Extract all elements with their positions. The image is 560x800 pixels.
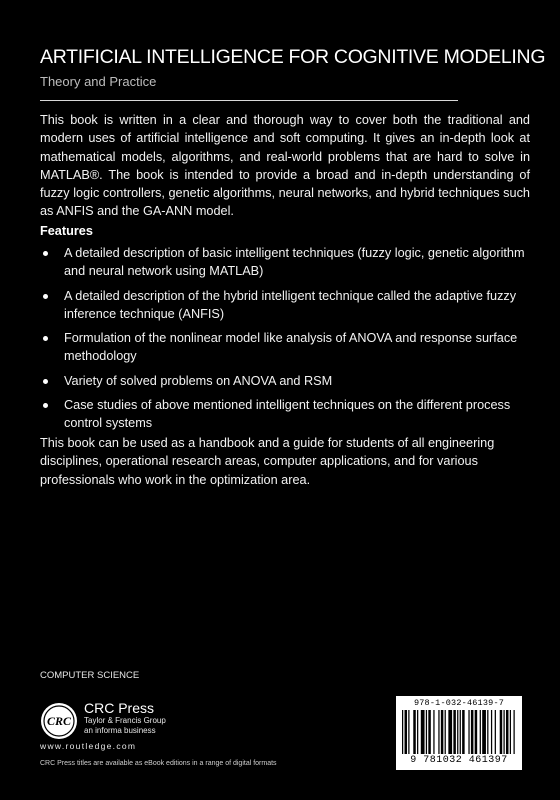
- barcode-bar: [426, 710, 427, 754]
- barcode-bar: [471, 710, 474, 754]
- barcode-bar: [453, 710, 456, 754]
- ebook-note: CRC Press titles are available as eBook editions in a range of digital formats: [40, 760, 277, 767]
- closing-paragraph: This book can be used as a handbook and a guide for students of all engineering disciplines, operational research areas, computer applications, and for various professionals who work in the optimization area.: [40, 436, 495, 487]
- barcode-bar: [457, 710, 458, 754]
- list-item: [40, 329, 530, 366]
- isbn-barcode: [396, 696, 522, 770]
- list-item: [40, 287, 530, 324]
- bullet-icon: [43, 251, 48, 256]
- publisher-business: an informa business: [84, 726, 156, 735]
- barcode-bar: [468, 710, 469, 754]
- book-title: ARTIFICIAL INTELLIGENCE FOR COGNITIVE MODELING: [40, 46, 546, 68]
- publisher-group: Taylor & Francis Group: [84, 716, 166, 725]
- barcode-bar: [445, 710, 446, 754]
- barcode-bar: [460, 710, 461, 754]
- book-subtitle: Theory and Practice: [40, 74, 157, 89]
- feature-text: Variety of solved problems on ANOVA and RSM: [64, 373, 333, 388]
- barcode-bar: [510, 710, 511, 754]
- barcode-bar: [480, 710, 481, 754]
- features-list: [40, 244, 530, 439]
- crc-logo-icon: [40, 702, 78, 740]
- barcode-bar: [441, 710, 444, 754]
- barcode-bar: [506, 710, 509, 754]
- barcode-bar: [500, 710, 503, 754]
- list-item: [40, 372, 530, 390]
- barcode-bar: [495, 710, 496, 754]
- barcode-bar: [475, 710, 478, 754]
- list-item: [40, 396, 530, 433]
- bullet-icon: [43, 379, 48, 384]
- barcode-bar: [433, 710, 434, 754]
- feature-text: A detailed description of basic intelligent techniques (fuzzy logic, genetic algorithm and neural network using MATLAB): [64, 246, 525, 279]
- subject-category: COMPUTER SCIENCE: [40, 670, 140, 681]
- feature-text: Case studies of above mentioned intelligent techniques on the different process control systems: [64, 398, 511, 431]
- barcode-bars: [402, 710, 516, 754]
- publisher-website[interactable]: www.routledge.com: [40, 741, 137, 751]
- list-item: [40, 244, 530, 281]
- publisher-block: [84, 700, 166, 736]
- bullet-icon: [43, 403, 48, 408]
- barcode-bar: [482, 710, 486, 754]
- barcode-bar: [438, 710, 439, 754]
- barcode-bar: [491, 710, 492, 754]
- barcode-bar: [513, 710, 514, 754]
- divider: [40, 100, 458, 101]
- svg-text:CRC: CRC: [46, 714, 72, 728]
- barcode-bar: [487, 710, 488, 754]
- barcode-bar: [503, 710, 504, 754]
- feature-text: Formulation of the nonlinear model like analysis of ANOVA and response surface methodology: [64, 331, 518, 364]
- features-heading: Features: [40, 224, 93, 238]
- barcode-bar: [448, 710, 452, 754]
- ean-number: 9 781032 461397: [410, 755, 508, 766]
- bullet-icon: [43, 336, 48, 341]
- barcode-bar: [417, 710, 418, 754]
- barcode-bar: [428, 710, 431, 754]
- barcode-bar: [421, 710, 425, 754]
- feature-text: A detailed description of the hybrid intelligent technique called the adaptive fuzzy inference technique (ANFIS): [64, 288, 517, 321]
- intro-paragraph: This book is written in a clear and thorough way to cover both the traditional and modern uses of artificial intelligence and soft computing. It gives an in-depth look at mathematical models, algorithms, and real-world problems that are hard to solve in MATLAB®. The book is intended to provide a broad and in-depth understanding of fuzzy logic controllers, genetic algorithms, neural networks, and hybrid techniques such as ANFIS and the GA-ANN model.: [40, 113, 530, 219]
- publisher-name: CRC Press: [84, 700, 155, 716]
- barcode-bar: [462, 710, 465, 754]
- barcode-bar: [402, 710, 403, 754]
- barcode-bar: [413, 710, 416, 754]
- barcode-bar: [405, 710, 408, 754]
- barcode-bar: [408, 710, 409, 754]
- bullet-icon: [43, 294, 48, 299]
- isbn-number: 978-1-032-46139-7: [413, 698, 505, 708]
